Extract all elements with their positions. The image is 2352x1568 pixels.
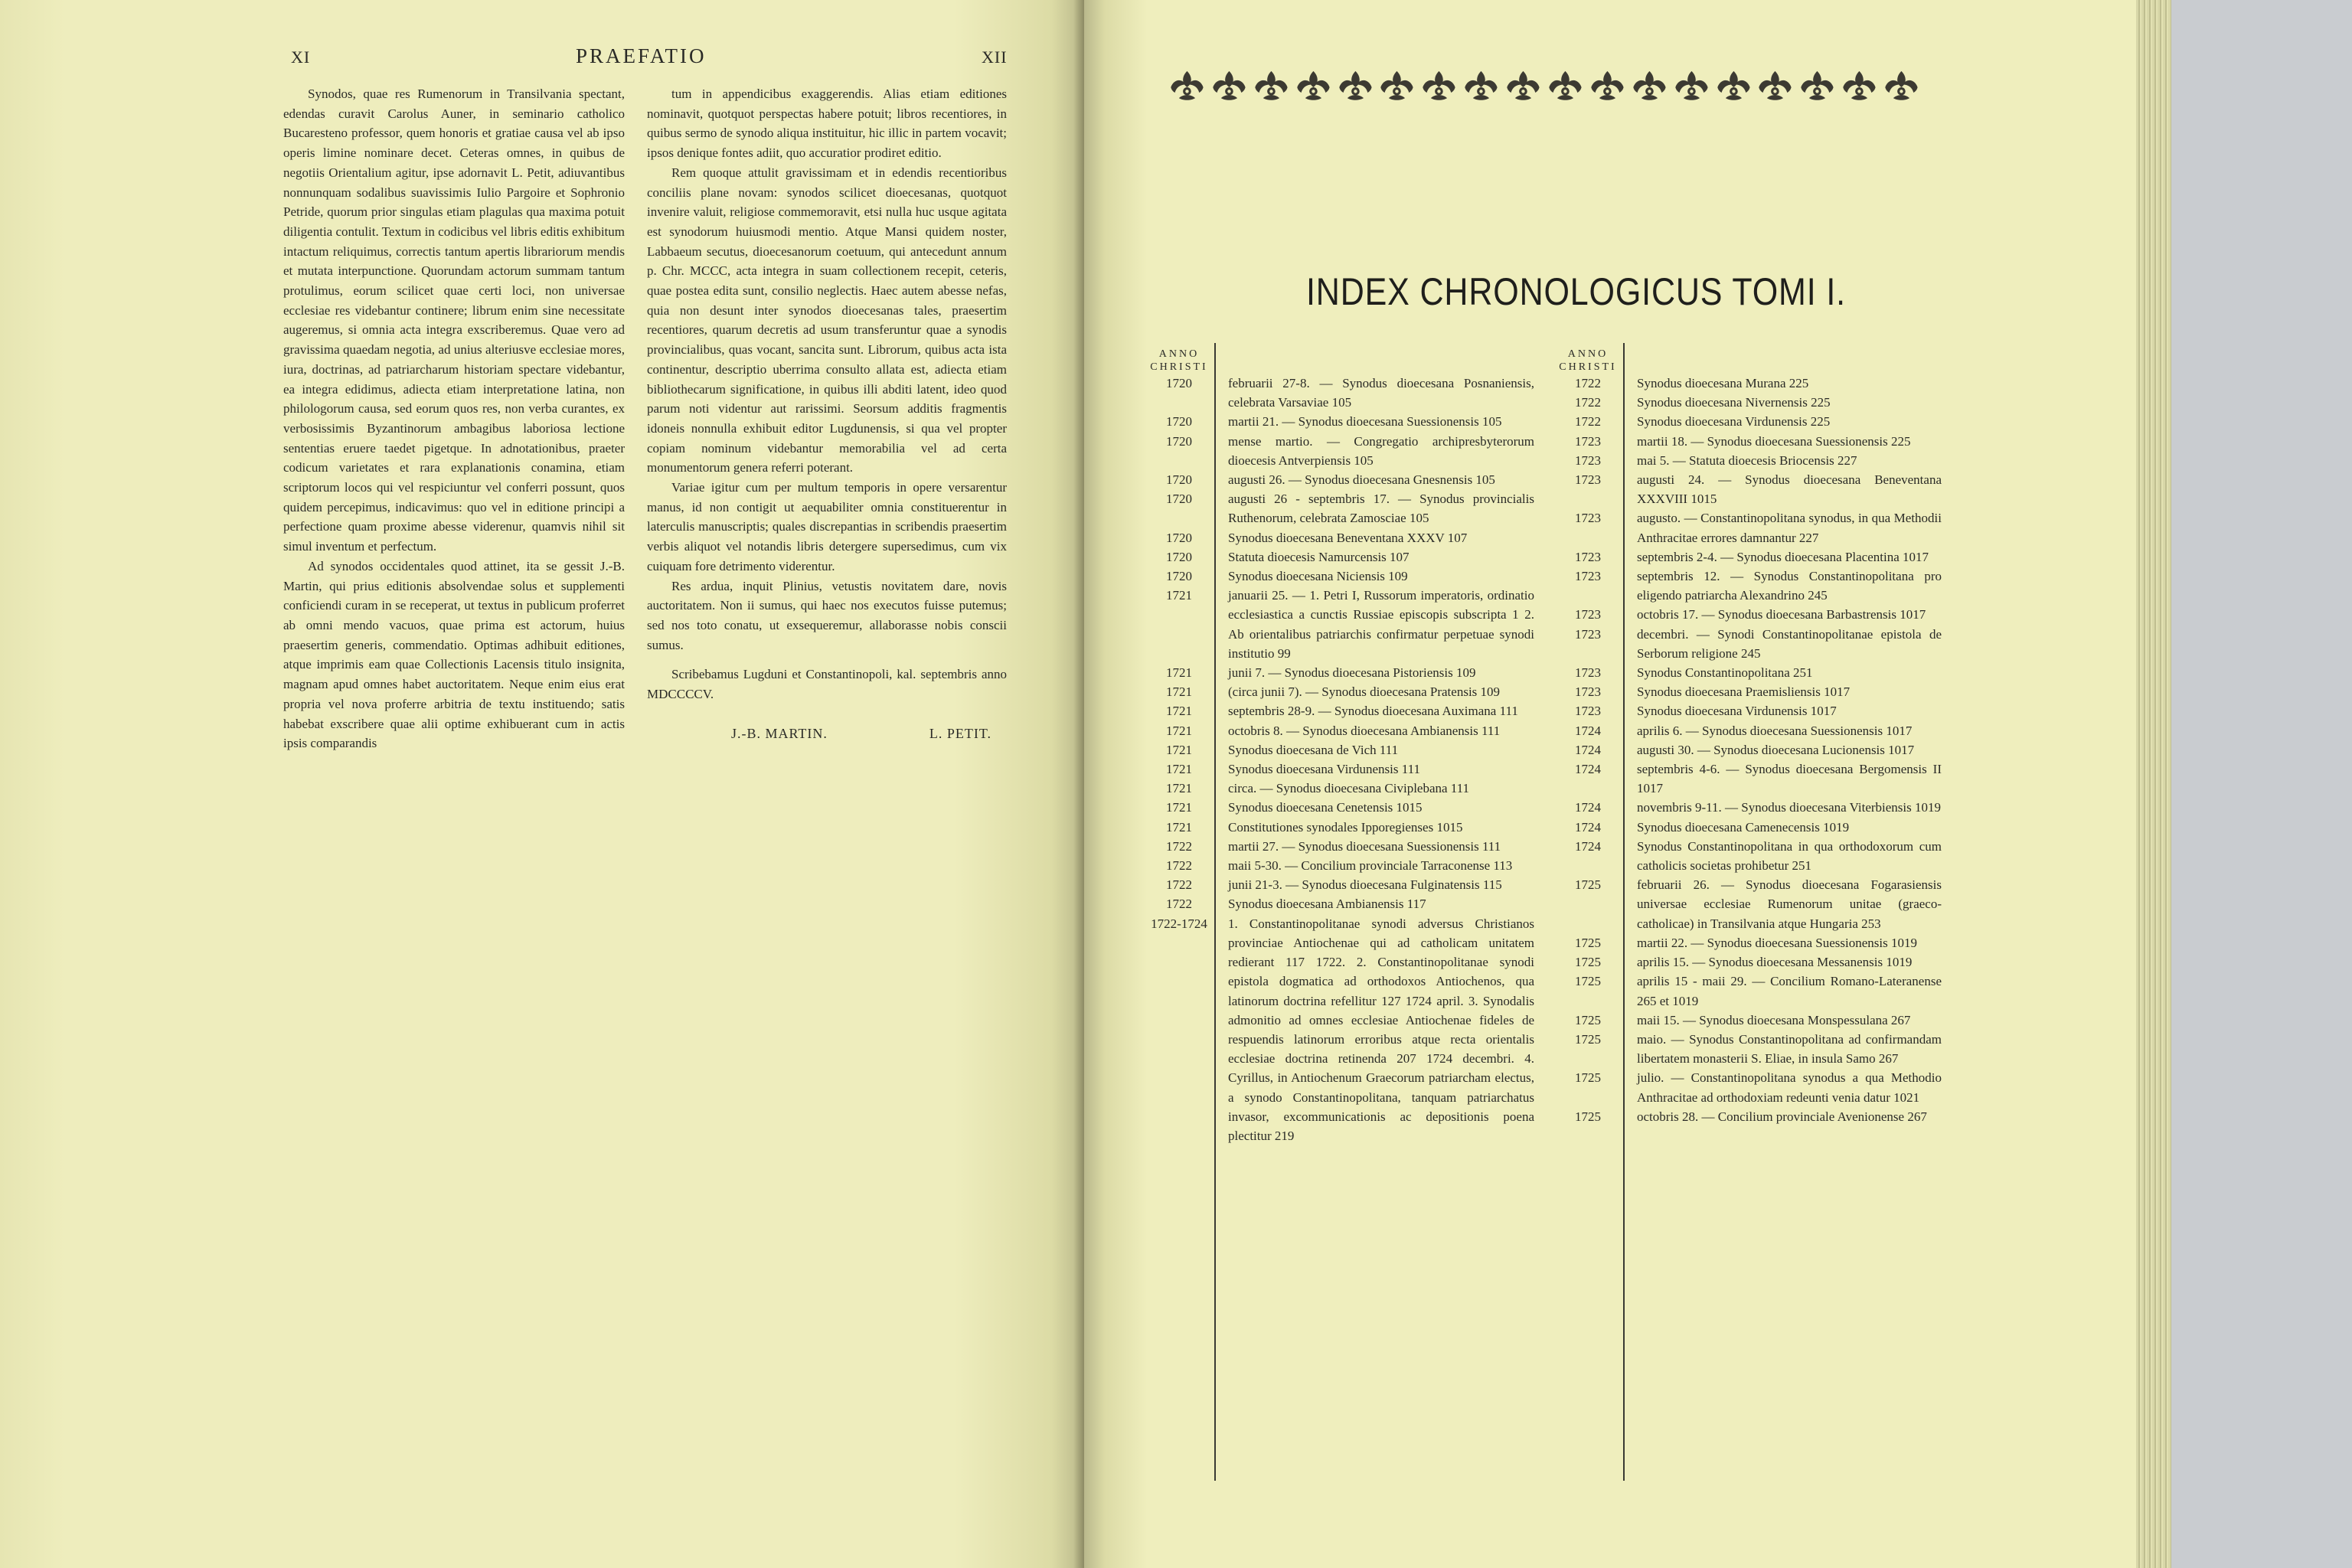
index-entry — [1166, 818, 1534, 837]
index-entry — [1575, 952, 1942, 972]
entry-text: circa. — Synodus dioecesana Civiplebana 111 — [1228, 781, 1470, 796]
entry-year: 1721 — [1166, 704, 1192, 719]
signatures — [647, 724, 1007, 744]
fleuron-icon — [1839, 64, 1880, 110]
index-entry — [1575, 625, 1942, 663]
fleuron-icon — [1629, 64, 1670, 110]
entry-text: Synodus dioecesana Virdunensis 225 — [1637, 414, 1831, 430]
index-entry — [1575, 740, 1942, 760]
index-entry — [1575, 1011, 1942, 1030]
index-entry — [1575, 547, 1942, 567]
paragraph: Synodos, quae res Rumenorum in Transilvania spectant, edendas curavit Carolus Auner, in seminario catholico Bucaresteno professor, quem honoris et gratiae causa vel ab ipso operis limine nominare decet. Ceteras omnes, in quibus de negotiis Orientalium agitur, ipse adornavit L. Petit, adiuvantibus nonnunquam sodalibus suavissimis Iulio Pargoire et Sophronio Petride, quorum prior singulas etiam plagulas qua maxima potuit diligentia contulit. Textum in codicibus vel libris editis exhibitum intactum reliquimus, correctis tantum apertis librariorum mendis et mutata interpunctione. Quorundam actorum summam tantum protulimus, eorum scilicet quae certi loci, non universae ecclesiae res videbantur continere; librum enim sine necessitate augeremus, si omnia acta integra exscriberemus. Quae vero ad gravissima quaedam negotia, ad unius alteriusve ecclesiae mores, iura, doctrinas, ad patriarcharum historiam spectare videbantur, ea integra edidimus, adiecta etiam interpretatione latina, non philologorum causa, sed eorum quos res, non verba curantes, ex verbosissimis Byzantinorum ambagibus laboriosa lectione sententias eruere taedet pigetque. In adnotationibus, praeter codicum varietates et rara explanationis conamina, etiam scriptorum locos qui vel respiciuntur vel conferri possunt, quos quidem percepimus, indicavimus: quo vel in editione principi a perfectione quam proxime abesse viderenur, quamvis nihil sit simul inventum et perfectum. — [283, 87, 625, 554]
index-entry — [1575, 508, 1942, 547]
year-column-header: ANNO CHRISTI — [1559, 348, 1617, 373]
index-entry — [1575, 663, 1942, 682]
fleuron-icon — [1503, 64, 1544, 110]
entry-year: 1725 — [1575, 935, 1601, 950]
entry-text: maii 5-30. — Concilium provinciale Tarraconense 113 — [1228, 858, 1513, 874]
index-entry — [1575, 432, 1942, 451]
entry-year: 1720 — [1166, 433, 1192, 449]
index-entry — [1166, 489, 1534, 528]
index-entry — [1166, 740, 1534, 760]
entry-text: augusti 24. — Synodus dioecesana Beneventana XXXVIII 1015 — [1637, 472, 1942, 507]
preface-column-2 — [647, 84, 1007, 744]
entry-year: 1721 — [1166, 723, 1192, 738]
index-entry — [1575, 412, 1942, 431]
entry-year: 1725 — [1575, 877, 1601, 893]
index-entry — [1575, 798, 1942, 817]
entry-text: Synodus dioecesana Camenecensis 1019 — [1637, 819, 1850, 835]
index-entry — [1166, 894, 1534, 913]
entry-text: septembris 28-9. — Synodus dioecesana Auximana 111 — [1228, 704, 1518, 719]
entry-year: 1724 — [1575, 800, 1601, 815]
entry-text: Synodus dioecesana de Vich 111 — [1228, 742, 1399, 757]
left-page — [0, 0, 1084, 1568]
entry-text: junii 7. — Synodus dioecesana Pistoriensis 109 — [1228, 665, 1476, 681]
index-entry — [1575, 875, 1942, 933]
entry-year: 1720 — [1166, 549, 1192, 564]
entry-text: novembris 9-11. — Synodus dioecesana Viterbiensis 1019 — [1637, 800, 1942, 815]
entry-text: Synodus dioecesana Beneventana XXXV 107 — [1228, 530, 1468, 545]
entry-year: 1723 — [1575, 433, 1601, 449]
index-entry — [1166, 663, 1534, 682]
entry-text: julio. — Constantinopolitana synodus a qua Methodio Anthracitae ad orthodoxiam redeunti venia datur 1021 — [1637, 1070, 1942, 1105]
index-title: INDEX CHRONOLOGICUS TOMI I. — [1306, 270, 1846, 313]
entry-year: 1720 — [1166, 530, 1192, 545]
entry-year: 1721 — [1166, 588, 1192, 603]
dateline: Scribebamus Lugduni et Constantinopoli, kal. septembris anno MDCCCCV. — [647, 667, 1007, 702]
entry-year: 1723 — [1575, 549, 1601, 564]
index-entry — [1575, 1068, 1942, 1106]
index-entry — [1166, 798, 1534, 817]
entry-year: 1722 — [1575, 376, 1601, 390]
entry-year: 1723 — [1575, 607, 1601, 622]
entry-text: februarii 27-8. — Synodus dioecesana Posnaniensis, celebrata Varsaviae 105 — [1228, 376, 1534, 410]
entry-year: 1721 — [1166, 819, 1192, 835]
index-entry — [1166, 779, 1534, 798]
entry-year: 1722 — [1166, 897, 1192, 912]
entry-year: 1725 — [1575, 955, 1601, 970]
entry-year: 1724 — [1575, 838, 1601, 854]
entry-year: 1724 — [1575, 723, 1601, 738]
entry-year: 1723 — [1575, 452, 1601, 468]
page-edges — [2136, 0, 2171, 1568]
index-entry — [1575, 682, 1942, 701]
index-entry — [1575, 818, 1942, 837]
entry-year: 1723 — [1575, 472, 1601, 488]
entry-year: 1725 — [1575, 1012, 1601, 1027]
fleuron-icon — [1545, 64, 1586, 110]
entry-year: 1722 — [1166, 877, 1192, 893]
entry-text: Statuta dioecesis Namurcensis 107 — [1228, 549, 1410, 564]
index-entry — [1166, 586, 1534, 663]
paragraph: Res ardua, inquit Plinius, vetustis novitatem dare, novis auctoritatem. Non ii sumus, qui haec nos executos fuisse putemus; sed nos toto conatu, ut exsequeremur, allaborasse nobis conscii sumus. — [647, 578, 1007, 652]
entry-text: martii 18. — Synodus dioecesana Suessionensis 225 — [1637, 433, 1911, 449]
entry-text: Synodus dioecesana Praemisliensis 1017 — [1637, 684, 1851, 700]
entry-year: 1720 — [1166, 376, 1192, 390]
entry-year: 1725 — [1575, 1109, 1601, 1124]
fleuron-icon — [1251, 64, 1292, 110]
entry-year: 1724 — [1575, 742, 1601, 757]
entry-text: maio. — Synodus Constantinopolitana ad confirmandam libertatem monasterii S. Eliae, in insula Samo 267 — [1637, 1031, 1942, 1067]
entry-year: 1723 — [1575, 704, 1601, 719]
index-entry — [1575, 701, 1942, 720]
entry-year: 1720 — [1166, 472, 1192, 488]
entry-year: 1721 — [1166, 762, 1192, 777]
entry-year: 1725 — [1575, 1031, 1601, 1047]
entry-text: 1. Constantinopolitanae synodi adversus Christianos provinciae Antiochenae qui ad catholicam unitatem redierant 117 1722. 2. Constantinopolitanae synodi epistola dogmatica ad orthodoxos Antiochenos, qua latinorum doctrina refellitur 127 1724 april. 3. Synodalis admonitio ad omnes ecclesiae Antiochenae fideles de respuendis latinorum erroribus atque recta orientalis ecclesiae doctrina retinenda 207 1724 decembri. 4. Cyrillus, in Antiochenum Graecorum patriarcham electus, a synodo Constantinopolitana, tanquam patriarchatus invasor, excommunicationis ac depositionis poena plectitur 219 — [1228, 916, 1534, 1143]
entry-text: augusti 30. — Synodus dioecesana Lucionensis 1017 — [1637, 742, 1915, 757]
entry-text: mai 5. — Statuta dioecesis Briocensis 227 — [1637, 452, 1857, 468]
fleuron-icon — [1755, 64, 1795, 110]
entry-year: 1722 — [1166, 858, 1192, 874]
fleuron-icon — [1671, 64, 1712, 110]
entry-text: januarii 25. — 1. Petri I, Russorum imperatoris, ordinatio ecclesiastica a cunctis Russiae episcopis subscripta 1 2. Ab orientalibus patriarchis confirmatur perpetuae synodi institutio 99 — [1228, 588, 1534, 661]
index-entry — [1166, 432, 1534, 470]
paragraph: Rem quoque attulit gravissimam et in edendis recentioribus conciliis plane novam: synodos scilicet dioecesanas, quotquot invenire valuit, religiose commemoravit, etsi nulla huc usque agitata est synodorum huiusmodi mentio. Atque Mansi quidem noster, Labbaeum secutus, dioecesanorum coetuum, qui antecedunt annum p. Chr. MCCC, acta integra in suam collectionem recepit, ceteris, quae postea edita sunt, consilio neglectis. Haec autem abesse nefas, quia non desunt inter synodos dioecesanas tales, praesertim recentiores, quarum decretis ad usum transferuntur quae a synodis provincialibus, quas vocant, sancita sunt. Librorum, quibus acta ista continentur, descriptio uberrima consulto allata est, adiecta etiam bibliothecarum significatione, in quibus illi abditi latent, ideo quod parum noti videntur aut rarissimi. Seorsum additis fragmentis idoneis nonnulla exhibuit editor Lugdunensis, si qua vel propter copiam nominum videbantur memorabilia vel ad certa monumentorum genera referri poterant. — [647, 165, 1007, 475]
entry-text: Synodus dioecesana Cenetensis 1015 — [1228, 800, 1423, 815]
signature-martin: J.-B. MARTIN. — [731, 725, 828, 741]
entry-text: decembri. — Synodi Constantinopolitanae epistola de Serborum religione 245 — [1637, 626, 1942, 661]
entry-text: martii 27. — Synodus dioecesana Suessionensis 111 — [1228, 838, 1501, 854]
index-entry — [1575, 567, 1942, 605]
fleuron-icon — [1461, 64, 1501, 110]
index-entry — [1575, 451, 1942, 470]
entry-year: 1725 — [1575, 1070, 1601, 1086]
index-entry — [1166, 547, 1534, 567]
entry-year: 1720 — [1166, 569, 1192, 584]
paragraph: tum in appendicibus exaggerendis. Alias etiam editiones nominavit, quotquot perspectas habere potuit; libros recentiores, in quibus sermo de synodo aliqua instituitur, hic illic in partem vocavit; ipsos denique fontes adiit, quo accuratior prodiret editio. — [647, 87, 1007, 161]
fleuron-icon — [1797, 64, 1838, 110]
index-entry — [1166, 470, 1534, 489]
fleuron-icon — [1167, 64, 1207, 110]
entry-text: octobris 8. — Synodus dioecesana Ambianensis 111 — [1228, 723, 1501, 738]
entry-text: Synodus dioecesana Virdunensis 1017 — [1637, 704, 1837, 719]
index-entry — [1575, 837, 1942, 875]
index-entry — [1166, 875, 1534, 894]
entry-text: aprilis 15. — Synodus dioecesana Messanensis 1019 — [1637, 955, 1913, 970]
index-entry — [1575, 605, 1942, 624]
entry-text: Synodus Constantinopolitana 251 — [1637, 665, 1813, 681]
index-entry — [1166, 856, 1534, 875]
entry-text: septembris 12. — Synodus Constantinopolitana pro eligendo patriarcha Alexandrino 245 — [1637, 569, 1942, 603]
entry-text: Synodus dioecesana Virdunensis 111 — [1228, 762, 1420, 777]
index-entry — [1151, 914, 1534, 1145]
index-entry — [1166, 701, 1534, 720]
entry-text: martii 22. — Synodus dioecesana Suessionensis 1019 — [1637, 935, 1917, 950]
index-entry — [1166, 837, 1534, 856]
signature-petit: L. PETIT. — [929, 725, 991, 741]
index-entry — [1166, 374, 1534, 412]
entry-year: 1721 — [1166, 742, 1192, 757]
index-entry — [1575, 1030, 1942, 1068]
index-column-right — [1553, 343, 1942, 1481]
entry-text: Synodus dioecesana Niciensis 109 — [1228, 569, 1408, 584]
entry-year: 1721 — [1166, 684, 1192, 700]
entry-text: Synodus dioecesana Nivernensis 225 — [1637, 395, 1831, 410]
fleuron-icon — [1881, 64, 1922, 110]
index-entry — [1166, 760, 1534, 779]
entry-year: 1723 — [1575, 626, 1601, 642]
header-ornament-band — [1167, 64, 1922, 110]
index-entry — [1166, 412, 1534, 431]
index-entry — [1575, 1107, 1942, 1126]
entry-text: Constitutiones synodales Ipporegienses 1015 — [1228, 819, 1463, 835]
entry-text: septembris 2-4. — Synodus dioecesana Placentina 1017 — [1637, 549, 1929, 564]
entry-text: augusto. — Constantinopolitana synodus, in qua Methodii Anthracitae errores damnantur 227 — [1637, 511, 1942, 545]
entry-year: 1720 — [1166, 414, 1192, 430]
entry-year: 1725 — [1575, 974, 1601, 989]
entry-text: aprilis 15 - maii 29. — Concilium Romano-Lateranense 265 et 1019 — [1637, 974, 1942, 1008]
entry-text: martii 21. — Synodus dioecesana Suessionensis 105 — [1228, 414, 1502, 430]
fleuron-icon — [1419, 64, 1459, 110]
entry-text: octobris 17. — Synodus dioecesana Barbastrensis 1017 — [1637, 607, 1926, 622]
index-column-left — [1144, 343, 1534, 1481]
index-entry — [1166, 567, 1534, 586]
preface-column-1 — [283, 84, 625, 753]
index-entry — [1166, 682, 1534, 701]
entry-year: 1721 — [1166, 781, 1192, 796]
index-entry — [1575, 470, 1942, 508]
entry-text: februarii 26. — Synodus dioecesana Fogarasiensis universae ecclesiae Rumenorum unitae (graeco-catholicae) in Transilvania atque Hungaria 253 — [1637, 877, 1942, 931]
entry-text: (circa junii 7). — Synodus dioecesana Pratensis 109 — [1228, 684, 1501, 700]
fleuron-icon — [1293, 64, 1334, 110]
index-entry — [1575, 972, 1942, 1010]
paragraph: Variae igitur cum per multum temporis in opere versarentur manus, id non contigit ut aequabiliter omnia constituerentur in laterculis manuscriptis; quales discrepantias in scribendis praesertim verbis aliquot vel notandis libris detergere supersedimus, cum vix cuiquam fore detrimento viderentur. — [647, 480, 1007, 573]
folio-number-left: XI — [291, 47, 311, 67]
entry-text: Synodus dioecesana Murana 225 — [1637, 376, 1809, 390]
entry-year: 1723 — [1575, 684, 1601, 700]
entry-text: junii 21-3. — Synodus dioecesana Fulginatensis 115 — [1228, 877, 1502, 893]
paragraph: Ad synodos occidentales quod attinet, ita se gessit J.-B. Martin, qui prius editionis absolvendae solus et supplementi conficiendi curam in se receperat, ut textus in publicum proferret ab omni mendo vacuos, quae prima est actorum, huius praesertim generis, commendatio. Optimas adhibuit editiones, atque imprimis eam quae Collectionis Lacensis titulo insignita, magnam apud omnes habet auctoritatem. Neque enim eius erat propria vel nova proferre arbitria de textu instituendo; satis habebat exscribere quae alii optime exhibuerant cum in actis ipsis comparandis — [283, 558, 625, 751]
entry-text: septembris 4-6. — Synodus dioecesana Bergomensis II 1017 — [1637, 762, 1942, 796]
fleuron-icon — [1335, 64, 1376, 110]
entry-text: Synodus dioecesana Ambianensis 117 — [1228, 897, 1426, 912]
entry-year: 1722 — [1166, 838, 1192, 854]
index-entry — [1575, 721, 1942, 740]
entry-year: 1723 — [1575, 511, 1601, 526]
folio-number-right: XII — [982, 47, 1008, 67]
entry-year: 1723 — [1575, 665, 1601, 681]
entry-year: 1724 — [1575, 762, 1601, 777]
entry-year: 1723 — [1575, 569, 1601, 584]
index-entry — [1575, 933, 1942, 952]
entry-year: 1722 — [1575, 414, 1601, 430]
year-column-header: ANNO CHRISTI — [1150, 348, 1208, 373]
entry-text: augusti 26. — Synodus dioecesana Gnesnensis 105 — [1228, 472, 1495, 488]
index-entry — [1166, 721, 1534, 740]
index-entry — [1575, 393, 1942, 412]
running-head: PRAEFATIO — [576, 44, 707, 67]
index-entry — [1166, 528, 1534, 547]
entry-year: 1721 — [1166, 665, 1192, 681]
entry-year: 1722-1724 — [1151, 916, 1207, 931]
index-entry — [1575, 760, 1942, 798]
entry-year: 1722 — [1575, 395, 1601, 410]
fleuron-icon — [1377, 64, 1417, 110]
fleuron-icon — [1587, 64, 1628, 110]
index-entry — [1575, 374, 1942, 393]
entry-text: aprilis 6. — Synodus dioecesana Suessionensis 1017 — [1637, 723, 1913, 738]
entry-year: 1720 — [1166, 492, 1192, 507]
fleuron-icon — [1713, 64, 1754, 110]
entry-text: Synodus Constantinopolitana in qua orthodoxorum cum catholicis societas prohibetur 251 — [1637, 838, 1942, 874]
entry-text: octobris 28. — Concilium provinciale Avenionense 267 — [1637, 1109, 1927, 1124]
entry-text: mense martio. — Congregatio archipresbyterorum dioecesis Antverpiensis 105 — [1228, 433, 1534, 468]
entry-text: maii 15. — Synodus dioecesana Monspessulana 267 — [1637, 1012, 1911, 1027]
entry-year: 1724 — [1575, 819, 1601, 835]
fleuron-icon — [1209, 64, 1250, 110]
entry-year: 1721 — [1166, 800, 1192, 815]
entry-text: augusti 26 - septembris 17. — Synodus provincialis Ruthenorum, celebrata Zamosciae 105 — [1228, 492, 1534, 526]
